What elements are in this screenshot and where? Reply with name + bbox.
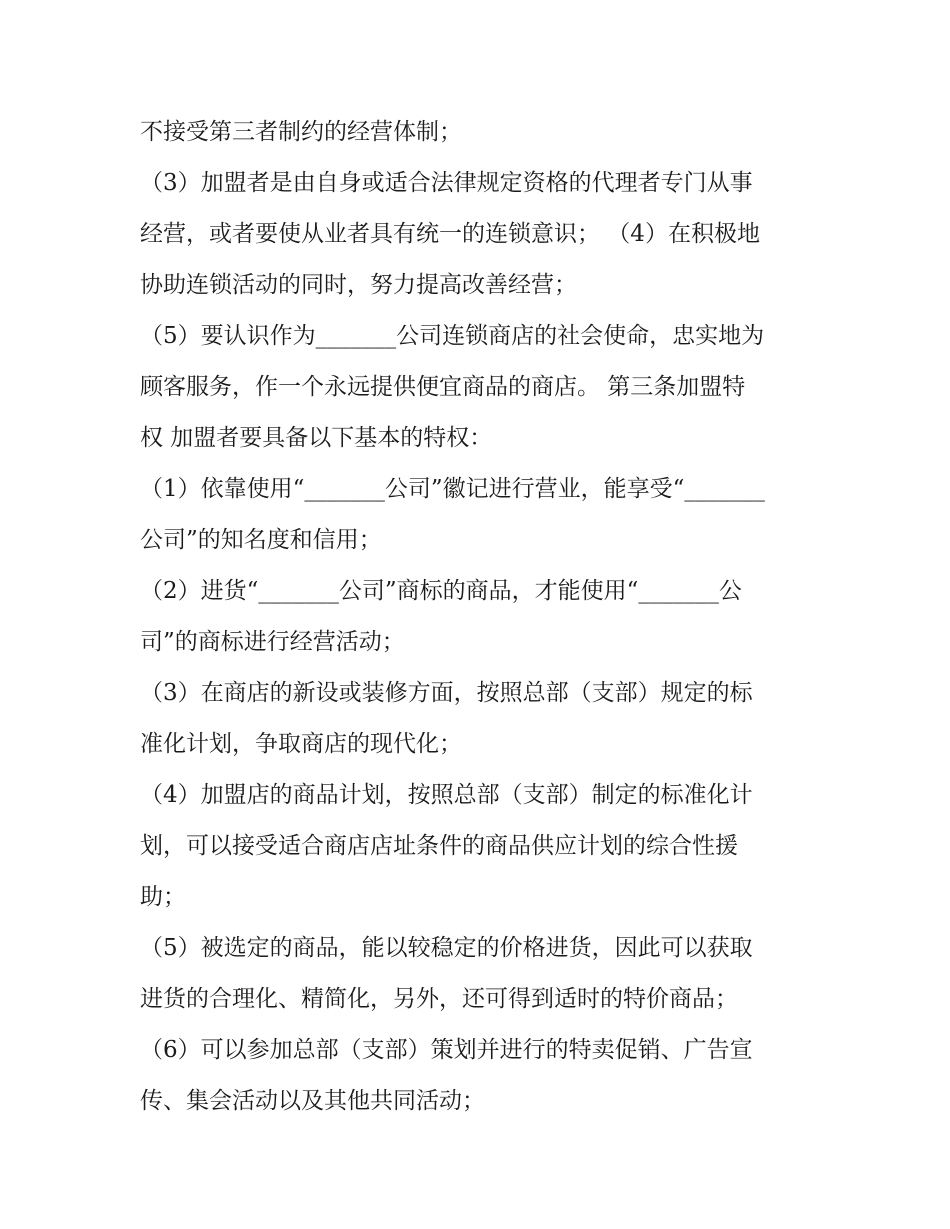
text-line: 传、集会活动以及其他共同活动； bbox=[140, 1088, 485, 1114]
text-line: （5）要认识作为_______公司连锁商店的社会使命，忠实地为 bbox=[140, 323, 765, 349]
text-line: 划，可以接受适合商店店址条件的商品供应计划的综合性援 bbox=[140, 833, 738, 859]
text-line: 准化计划，争取商店的现代化； bbox=[140, 731, 462, 757]
text-line: 顾客服务，作一个永远提供便宜商品的商店。 第三条加盟特 bbox=[140, 374, 746, 400]
text-line: 不接受第三者制约的经营体制； bbox=[140, 119, 462, 145]
text-line: （2）进货“_______公司”商标的商品，才能使用“_______公 bbox=[140, 578, 742, 604]
text-line: 权 加盟者要具备以下基本的特权： bbox=[140, 425, 493, 451]
text-line: 协助连锁活动的同时，努力提高改善经营； bbox=[140, 272, 577, 298]
text-line: （4）加盟店的商品计划，按照总部（支部）制定的标准化计 bbox=[140, 782, 753, 808]
document-body bbox=[140, 107, 820, 1127]
text-line: 司”的商标进行经营活动； bbox=[140, 629, 405, 655]
text-line: 公司”的知名度和信用； bbox=[140, 527, 382, 553]
text-line: 助； bbox=[140, 884, 186, 910]
text-line: 进货的合理化、精简化，另外，还可得到适时的特价商品； bbox=[140, 986, 738, 1012]
text-line: （6）可以参加总部（支部）策划并进行的特卖促销、广告宣 bbox=[140, 1037, 753, 1063]
text-line: （1）依靠使用“_______公司”徽记进行营业，能享受“_______ bbox=[140, 476, 765, 502]
text-line: 经营，或者要使从业者具有统一的连锁意识； （4）在积极地 bbox=[140, 221, 760, 247]
text-line: （3）在商店的新设或装修方面，按照总部（支部）规定的标 bbox=[140, 680, 753, 706]
text-line: （3）加盟者是由自身或适合法律规定资格的代理者专门从事 bbox=[140, 170, 753, 196]
text-line: （5）被选定的商品，能以较稳定的价格进货，因此可以获取 bbox=[140, 935, 753, 961]
